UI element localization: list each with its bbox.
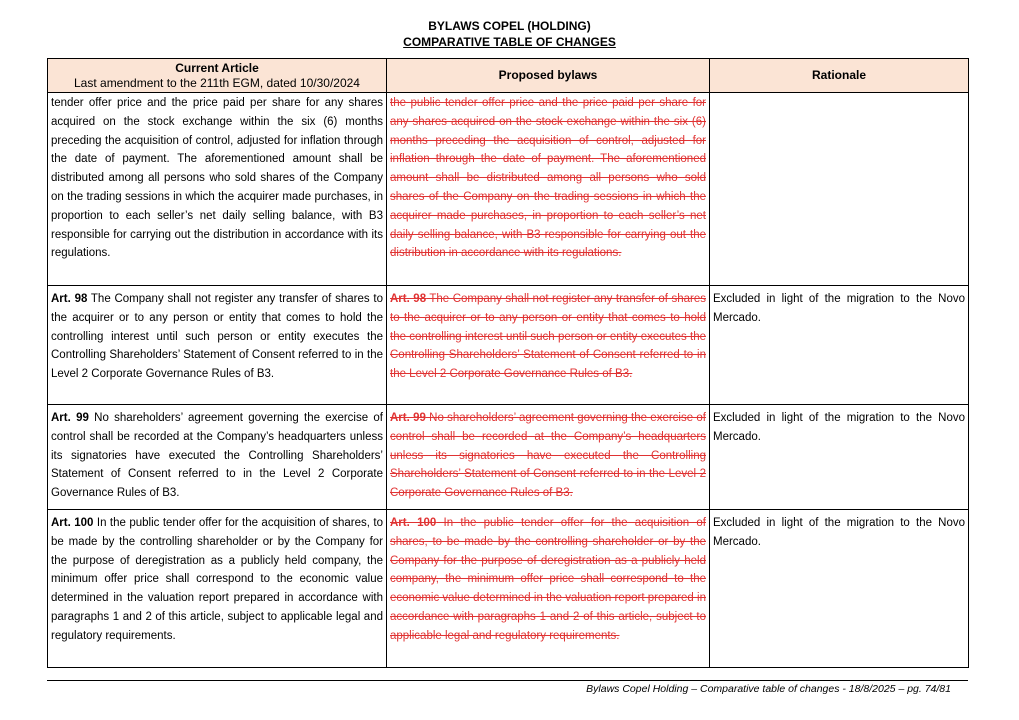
article-number: Art. 99: [390, 412, 426, 424]
table-row: [48, 93, 969, 286]
table-header-row: [48, 59, 969, 93]
rationale-cell: Excluded in light of the migration to the Novo Mercado.: [710, 286, 969, 405]
current-article-cell: [48, 510, 387, 668]
proposed-bylaws-cell: [387, 93, 710, 286]
article-number: Art. 98: [390, 293, 427, 305]
document-title: [0, 18, 1019, 50]
article-text: In the public tender offer for the acquisition of shares, to be made by the controlling shareholder or by the Company for the purpose of deregistration as a publicly held company, the minimum offer price shall correspond to the economic value determined in the valuation report prepared in accordance with paragraphs 1 and 2 of this article, subject to applicable legal and regulatory requirements.: [390, 517, 706, 642]
current-article-header-title: Current Article: [175, 60, 259, 75]
article-text: No shareholders’ agreement governing the exercise of control shall be recorded at the Company’s headquarters unless its signatories have executed the Controlling Shareholders’ Statement of Consent referred to in the Level 2 Corporate Governance Rules of B3.: [51, 412, 383, 500]
rationale-cell: Excluded in light of the migration to the Novo Mercado.: [710, 510, 969, 668]
proposed-bylaws-header: Proposed bylaws: [387, 59, 710, 93]
article-text: No shareholders’ agreement governing the exercise of control shall be recorded at the Company’s headquarters unless its signatories have executed the Controlling Shareholders’ Statement of Consent referred to in the Level 2 Corporate Governance Rules of B3.: [390, 412, 706, 500]
rationale-cell: Excluded in light of the migration to the Novo Mercado.: [710, 405, 969, 510]
current-article-header-subtitle: Last amendment to the 211th EGM, dated 10/30/2024: [74, 75, 360, 90]
current-article-cell: [48, 405, 387, 510]
article-text: The Company shall not register any transfer of shares to the acquirer or to any person or entity that comes to hold the controlling interest until such person or entity executes the Controlling Shareholders’ Statement of Consent referred to in the Level 2 Corporate Governance Rules of B3.: [390, 293, 706, 381]
table-row: [48, 405, 969, 510]
title-line-2: COMPARATIVE TABLE OF CHANGES: [403, 35, 616, 49]
proposed-bylaws-cell: [387, 405, 710, 510]
proposed-bylaws-cell: [387, 286, 710, 405]
rationale-cell: [710, 93, 969, 286]
table-row: [48, 510, 969, 668]
article-number: Art. 100: [390, 517, 437, 529]
current-article-cell: [48, 93, 387, 286]
article-text: In the public tender offer for the acquisition of shares, to be made by the controlling shareholder or by the Company for the purpose of deregistration as a publicly held company, the minimum offer price shall correspond to the economic value determined in the valuation report prepared in accordance with paragraphs 1 and 2 of this article, subject to applicable legal and regulatory requirements.: [51, 517, 383, 642]
comparison-table: [47, 58, 969, 668]
proposed-bylaws-cell: [387, 510, 710, 668]
current-article-cell: [48, 286, 387, 405]
article-number: Art. 99: [51, 412, 89, 424]
article-number: Art. 100: [51, 517, 94, 529]
article-text: The Company shall not register any transfer of shares to the acquirer or to any person or entity that comes to hold the controlling interest until such person or entity executes the Controlling Shareholders’ Statement of Consent referred to in the Level 2 Corporate Governance Rules of B3.: [51, 293, 383, 381]
article-number: Art. 98: [51, 293, 88, 305]
title-line-1: BYLAWS COPEL (HOLDING): [428, 19, 591, 33]
article-text: tender offer price and the price paid per share for any shares acquired on the stock exchange within the six (6) months preceding the acquisition of control, adjusted for inflation through the date of payment. The aforementioned amount shall be distributed among all persons who sold shares of the Company on the trading sessions in which the acquirer made purchases, in proportion to each seller’s net daily selling balance, with B3 responsible for carrying out the distribution in accordance with its regulations.: [51, 97, 383, 260]
current-article-header: [48, 59, 387, 93]
rationale-header: Rationale: [710, 59, 969, 93]
footer-divider: [47, 680, 968, 681]
article-text: the public tender offer price and the price paid per share for any shares acquired on the stock exchange within the six (6) months preceding the acquisition of control, adjusted for inflation through the date of payment. The aforementioned amount shall be distributed among all persons who sold shares of the Company on the trading sessions in which the acquirer made purchases, in proportion to each seller’s net daily selling balance, with B3 responsible for carrying out the distribution in accordance with its regulations.: [390, 97, 706, 260]
page-footer: Bylaws Copel Holding – Comparative table of changes - 18/8/2025 – pg. 74/81: [586, 683, 951, 695]
table-row: [48, 286, 969, 405]
